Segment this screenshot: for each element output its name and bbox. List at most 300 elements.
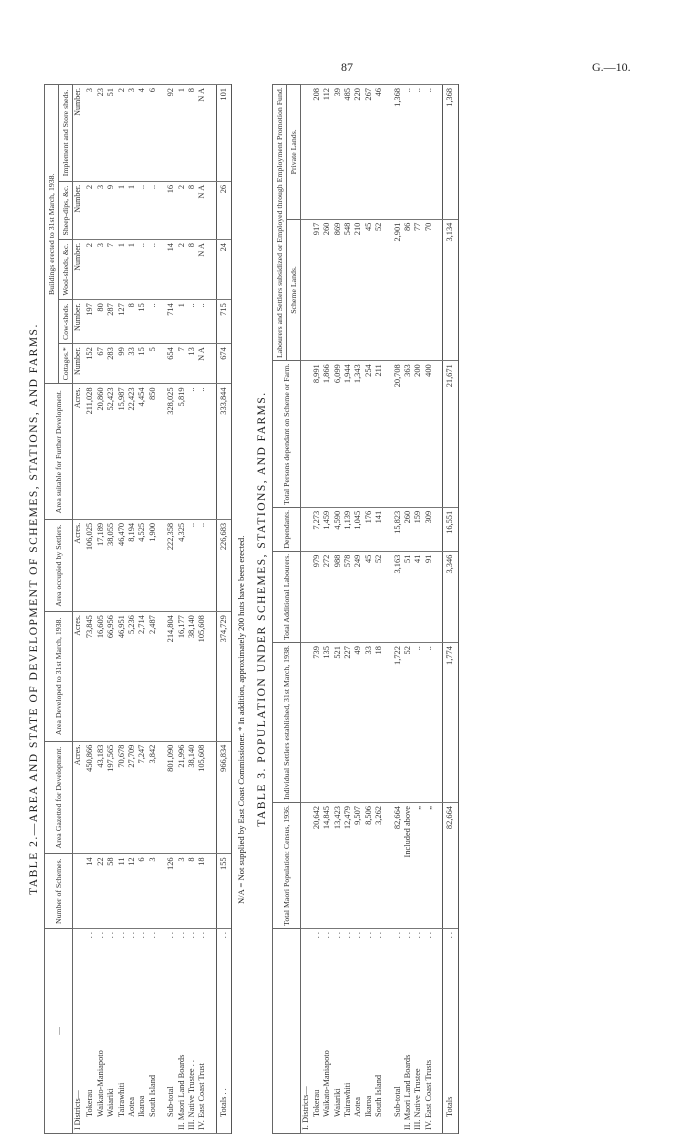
- table-row: [177, 85, 187, 1134]
- row-label: Tokerau: [311, 1089, 321, 1117]
- row-label: III. Native Trustee: [413, 1068, 423, 1130]
- table-cell: 99: [117, 344, 127, 384]
- table-cell: 400: [424, 361, 434, 508]
- table-cell: 41: [413, 551, 423, 642]
- row-leader-dots: . .: [127, 932, 137, 939]
- table3-col-header: Total Additional Labourers.: [273, 551, 301, 642]
- table-cell: 6: [148, 85, 158, 182]
- table-cell: 1,900: [148, 519, 158, 611]
- table2-body: [73, 85, 232, 1134]
- table-cell: 51: [106, 85, 116, 182]
- table3-col-header: Total Maori Population: Census, 1936.: [273, 803, 301, 929]
- table-row: [166, 85, 176, 1134]
- table-cell: 26: [216, 181, 231, 239]
- row-leader-dots: . .: [137, 932, 147, 939]
- table-cell: 578: [343, 551, 353, 642]
- table-cell: 2: [177, 181, 187, 239]
- table-cell: 14,845: [322, 803, 332, 929]
- table-cell: 1: [127, 181, 137, 239]
- row-label-cell: [106, 929, 116, 1134]
- table-cell: 197,565: [106, 741, 116, 854]
- table2-col-header: Cottages.*: [59, 344, 73, 384]
- table-cell: 5,236: [127, 612, 137, 742]
- table-cell: 200: [413, 361, 423, 508]
- table-cell: ..: [413, 643, 423, 803]
- table-cell: 1: [177, 300, 187, 344]
- table-cell: 3,346: [443, 551, 458, 642]
- table-cell: 155: [216, 854, 231, 929]
- empty-cell: [301, 507, 312, 551]
- table-row: [443, 85, 458, 1134]
- table-cell: 4,325: [177, 519, 187, 611]
- table-cell: 86: [403, 219, 413, 361]
- table-cell: 101: [216, 85, 231, 182]
- table-cell: 9,507: [353, 803, 363, 929]
- table-row: [148, 85, 158, 1134]
- table2-col-header: Area suitable for Further Development.: [45, 384, 73, 519]
- table-cell: 58: [106, 854, 116, 929]
- table-cell: 12: [127, 854, 137, 929]
- table-cell: 7: [177, 344, 187, 384]
- row-label: South Island: [374, 1074, 384, 1117]
- row-label-cell: [353, 929, 363, 1134]
- table-cell: 654: [166, 344, 176, 384]
- table-cell: 66,956: [106, 612, 116, 742]
- spacer-cell: [434, 643, 443, 803]
- table-cell: 38,140: [187, 612, 197, 742]
- table-cell: Included above: [403, 803, 413, 929]
- table-cell: 3: [177, 854, 187, 929]
- table-cell: 5,819: [177, 384, 187, 519]
- table-cell: 254: [364, 361, 374, 508]
- table-cell: 1: [117, 181, 127, 239]
- table-cell: 46,470: [117, 519, 127, 611]
- table-cell: 674: [216, 344, 231, 384]
- table-cell: 328,025: [166, 384, 176, 519]
- table2-col-header: Number of Schemes.: [45, 854, 73, 929]
- table-cell: 283: [106, 344, 116, 384]
- spacer-cell: [434, 551, 443, 642]
- spacer-cell: [158, 85, 166, 182]
- table-cell: 45: [364, 219, 374, 361]
- row-leader-dots: . .: [166, 932, 176, 939]
- spacer-cell: [434, 219, 443, 361]
- table2-label-header: —: [45, 929, 73, 1134]
- row-leader-dots: . .: [197, 932, 207, 939]
- table-cell: 8: [187, 181, 197, 239]
- table-cell: 7,273: [312, 507, 322, 551]
- table-cell: 739: [312, 643, 322, 803]
- table-cell: 8,506: [364, 803, 374, 929]
- page-reference: G.—10.: [592, 60, 631, 74]
- row-label: Waiariki: [106, 1088, 116, 1117]
- table-row: [187, 85, 197, 1134]
- row-leader-dots: . .: [353, 932, 363, 939]
- table-cell: 91: [424, 551, 434, 642]
- table-cell: 43,183: [96, 741, 106, 854]
- table-cell: 3,262: [374, 803, 384, 929]
- table-cell: 1: [177, 85, 187, 182]
- row-label: Waikato-Maniapoto: [322, 1050, 332, 1117]
- row-label-cell: [166, 929, 176, 1134]
- table-cell: 52,423: [106, 384, 116, 519]
- table-cell: 106,025: [85, 519, 95, 611]
- row-label-cell: [393, 929, 403, 1134]
- row-label-cell: [96, 929, 106, 1134]
- table-cell: 8: [127, 300, 137, 344]
- section-heading-row: [301, 85, 312, 1134]
- row-label-cell: [117, 929, 127, 1134]
- table-cell: 220: [353, 85, 363, 220]
- spacer-cell: [208, 384, 217, 519]
- table-cell: 45: [364, 551, 374, 642]
- table-cell: 979: [312, 551, 322, 642]
- row-label: II. Maori Land Boards: [402, 1054, 412, 1130]
- spacer-cell: [208, 240, 217, 300]
- units-row: [73, 85, 86, 1134]
- row-leader-dots: . .: [116, 932, 126, 939]
- table3-col-header: Dependants.: [273, 507, 301, 551]
- table-cell: 82,664: [393, 803, 403, 929]
- table-cell: N A: [197, 344, 207, 384]
- table-cell: 267: [364, 85, 374, 220]
- table-row: [106, 85, 116, 1134]
- table-cell: ..: [137, 240, 147, 300]
- table-cell: 1,368: [393, 85, 403, 220]
- table-cell: 208: [312, 85, 322, 220]
- table-cell: N A: [197, 181, 207, 239]
- spacer-cell: [208, 519, 217, 611]
- row-leader-dots: . .: [363, 932, 373, 939]
- row-label-cell: [197, 929, 207, 1134]
- table-cell: ..: [148, 300, 158, 344]
- table2-col-header: Implement and Store sheds.: [59, 85, 73, 182]
- table-cell: 15,823: [393, 507, 403, 551]
- spacer-cell: [208, 181, 217, 239]
- table-cell: 1,368: [443, 85, 458, 220]
- table-cell: 4,590: [333, 507, 343, 551]
- table-cell: 14: [166, 240, 176, 300]
- table2-col-header: Wool-sheds, &c.: [59, 240, 73, 300]
- unit-cell: Acres.: [73, 741, 86, 854]
- table-cell: 222,358: [166, 519, 176, 611]
- row-label-cell: [127, 929, 137, 1134]
- row-label-cell: [177, 929, 187, 1134]
- spacer-cell: [208, 741, 217, 854]
- empty-cell: [301, 643, 312, 803]
- table-cell: 8: [187, 85, 197, 182]
- table-cell: 105,608: [197, 612, 207, 742]
- table-cell: „: [413, 803, 423, 929]
- row-label: Tokerau: [85, 1089, 95, 1117]
- table-cell: 850: [148, 384, 158, 519]
- table-cell: 33: [127, 344, 137, 384]
- spacer-row: [208, 85, 217, 1134]
- table-cell: 17,189: [96, 519, 106, 611]
- table-cell: 249: [353, 551, 363, 642]
- table-cell: N A: [197, 85, 207, 182]
- table-cell: 801,090: [166, 741, 176, 854]
- table-cell: 2: [177, 240, 187, 300]
- spacer-row: [158, 85, 166, 1134]
- table-row: [393, 85, 403, 1134]
- table3-sub-header: Scheme Lands.: [287, 219, 301, 361]
- unit-cell: Number.: [73, 344, 86, 384]
- table-cell: 1: [117, 240, 127, 300]
- unit-cell: Number.: [73, 300, 86, 344]
- empty-cell: [301, 803, 312, 929]
- spacer-cell: [385, 643, 393, 803]
- table-row: [364, 85, 374, 1134]
- row-label-cell: [343, 929, 353, 1134]
- table-cell: 16,551: [443, 507, 458, 551]
- table-cell: 226,683: [216, 519, 231, 611]
- row-label-cell: [424, 929, 434, 1134]
- table-cell: 287: [106, 300, 116, 344]
- unit-cell: [73, 854, 86, 929]
- table-cell: ..: [197, 384, 207, 519]
- empty-cell: [301, 219, 312, 361]
- spacer-cell: [385, 85, 393, 220]
- table-row: [333, 85, 343, 1134]
- table3-col-header: Individual Settlers established, 31st March, 1938.: [273, 643, 301, 803]
- table-cell: ..: [403, 85, 413, 220]
- table-cell: 11: [117, 854, 127, 929]
- table-cell: ..: [197, 300, 207, 344]
- table-cell: 92: [166, 85, 176, 182]
- table-cell: 715: [216, 300, 231, 344]
- unit-cell: Number.: [73, 85, 86, 182]
- table-cell: 3: [148, 854, 158, 929]
- row-label: Waiariki: [332, 1088, 342, 1117]
- table-cell: 309: [424, 507, 434, 551]
- spacer-row: [434, 85, 443, 1134]
- unit-cell: Acres.: [73, 519, 86, 611]
- table-cell: 374,729: [216, 612, 231, 742]
- table-cell: N A: [197, 240, 207, 300]
- table-cell: 16: [166, 181, 176, 239]
- table-cell: ..: [187, 384, 197, 519]
- row-leader-dots: . .: [392, 932, 402, 939]
- table-cell: 135: [322, 643, 332, 803]
- table-cell: 521: [333, 643, 343, 803]
- spacer-cell: [434, 929, 443, 1134]
- table-cell: 176: [364, 507, 374, 551]
- table-cell: 7,247: [137, 741, 147, 854]
- row-leader-dots: . .: [342, 932, 352, 939]
- table2-col-header: Cow-sheds.: [59, 300, 73, 344]
- row-leader-dots: . .: [147, 932, 157, 939]
- table-cell: 227: [343, 643, 353, 803]
- table-cell: 1,045: [353, 507, 363, 551]
- table-row: [312, 85, 322, 1134]
- row-leader-dots: . .: [311, 932, 321, 939]
- table-cell: 21,671: [443, 361, 458, 508]
- spacer-cell: [208, 929, 217, 1134]
- section-heading: I Districts—: [73, 929, 86, 1134]
- table-cell: 38,140: [187, 741, 197, 854]
- table-cell: 112: [322, 85, 332, 220]
- table-row: [137, 85, 147, 1134]
- row-label: IV. East Coast Trusts: [423, 1059, 433, 1130]
- table-cell: 80: [96, 300, 106, 344]
- table-cell: 2: [85, 240, 95, 300]
- table-cell: 260: [322, 219, 332, 361]
- table-cell: 46,951: [117, 612, 127, 742]
- spacer-cell: [158, 300, 166, 344]
- table-cell: 20,860: [96, 384, 106, 519]
- spacer-row: [385, 85, 393, 1134]
- table-cell: 9: [106, 181, 116, 239]
- table-cell: 24: [216, 240, 231, 300]
- spacer-cell: [208, 612, 217, 742]
- row-label-cell: [187, 929, 197, 1134]
- table-row: [322, 85, 332, 1134]
- table-cell: 2,714: [137, 612, 147, 742]
- table-cell: 3,842: [148, 741, 158, 854]
- table-cell: 12,479: [343, 803, 353, 929]
- table-cell: ..: [424, 643, 434, 803]
- table-cell: 6: [137, 854, 147, 929]
- spacer-cell: [158, 854, 166, 929]
- table-cell: 46: [374, 85, 384, 220]
- spacer-cell: [385, 361, 393, 508]
- spacer-cell: [208, 85, 217, 182]
- spacer-cell: [208, 854, 217, 929]
- table-cell: 3: [96, 181, 106, 239]
- empty-cell: [301, 551, 312, 642]
- table-row: [127, 85, 137, 1134]
- table2-col-header: Area Developed to 31st March, 1938.: [45, 612, 73, 742]
- table-cell: 1,866: [322, 361, 332, 508]
- table-row: [403, 85, 413, 1134]
- spacer-cell: [434, 85, 443, 220]
- table-cell: 141: [374, 507, 384, 551]
- table-cell: ..: [137, 181, 147, 239]
- row-label: Totals . .: [218, 1088, 228, 1117]
- table-row: [96, 85, 106, 1134]
- spacer-cell: [385, 507, 393, 551]
- row-label-cell: [443, 929, 458, 1134]
- table-cell: 2: [85, 181, 95, 239]
- table-cell: 20,708: [393, 361, 403, 508]
- row-label-cell: [413, 929, 423, 1134]
- table-cell: 6,099: [333, 361, 343, 508]
- table-cell: 260: [403, 507, 413, 551]
- row-leader-dots: . .: [374, 932, 384, 939]
- table-cell: 5: [148, 344, 158, 384]
- table-cell: ..: [424, 85, 434, 220]
- table-cell: ..: [187, 300, 197, 344]
- section-heading: I. Districts—: [301, 929, 312, 1134]
- table-cell: 105,608: [197, 741, 207, 854]
- row-label: Totals: [445, 1096, 455, 1117]
- table-cell: 67: [96, 344, 106, 384]
- row-leader-dots: . .: [176, 932, 186, 939]
- table-cell: 197: [85, 300, 95, 344]
- table-cell: 210: [353, 219, 363, 361]
- spacer-cell: [434, 803, 443, 929]
- table2-footnote: N/A = Not supplied by East Coast Commissioner. * In addition, approximately 200 huts have been erected.: [236, 535, 247, 904]
- row-label: Aotea: [353, 1097, 363, 1117]
- table-cell: 4: [137, 85, 147, 182]
- table-cell: ..: [187, 519, 197, 611]
- unit-cell: Acres.: [73, 612, 86, 742]
- row-leader-dots: . .: [187, 932, 197, 939]
- row-label: Ikaroa: [137, 1095, 147, 1117]
- row-label: Aotea: [127, 1097, 137, 1117]
- table-cell: 21,996: [177, 741, 187, 854]
- table3-label-header: [273, 929, 301, 1134]
- table-cell: „: [424, 803, 434, 929]
- row-label: III. Native Trustee . .: [187, 1059, 197, 1130]
- table-cell: 16,605: [96, 612, 106, 742]
- spacer-cell: [158, 929, 166, 1134]
- table-cell: 152: [85, 344, 95, 384]
- table-cell: 49: [353, 643, 363, 803]
- table-cell: 22: [96, 854, 106, 929]
- table-cell: 548: [343, 219, 353, 361]
- table-cell: 3: [85, 85, 95, 182]
- table-cell: 38,055: [106, 519, 116, 611]
- table-cell: 1,139: [343, 507, 353, 551]
- spacer-cell: [434, 361, 443, 508]
- table-cell: 1,459: [322, 507, 332, 551]
- table-cell: 214,804: [166, 612, 176, 742]
- table-cell: 18: [374, 643, 384, 803]
- table-cell: 1,722: [393, 643, 403, 803]
- row-leader-dots: . .: [413, 932, 423, 939]
- table-cell: 14: [85, 854, 95, 929]
- row-leader-dots: . .: [106, 932, 116, 939]
- row-label-cell: [374, 929, 384, 1134]
- table-cell: 39: [333, 85, 343, 220]
- table-row: [343, 85, 353, 1134]
- table-cell: 82,664: [443, 803, 458, 929]
- row-label-cell: [216, 929, 231, 1134]
- table-cell: 16,177: [177, 612, 187, 742]
- table-cell: 126: [166, 854, 176, 929]
- table-cell: 4,454: [137, 384, 147, 519]
- table-cell: 1,774: [443, 643, 458, 803]
- table-row: [374, 85, 384, 1134]
- row-label: Waikato-Maniapoto: [95, 1050, 105, 1117]
- table-cell: 15,987: [117, 384, 127, 519]
- table-cell: 8: [187, 240, 197, 300]
- table-cell: ..: [413, 85, 423, 220]
- table-cell: 3: [96, 240, 106, 300]
- row-label: II. Maori Land Boards: [176, 1054, 186, 1130]
- table-cell: 211: [374, 361, 384, 508]
- table-row: [424, 85, 434, 1134]
- table-cell: 988: [333, 551, 343, 642]
- table-cell: ..: [148, 240, 158, 300]
- empty-cell: [301, 361, 312, 508]
- table-cell: 966,834: [216, 741, 231, 854]
- row-label-cell: [322, 929, 332, 1134]
- spacer-cell: [208, 344, 217, 384]
- table-cell: 52: [374, 219, 384, 361]
- table-cell: 51: [403, 551, 413, 642]
- row-label-cell: [364, 929, 374, 1134]
- table-cell: 52: [403, 643, 413, 803]
- row-leader-dots: . .: [332, 932, 342, 939]
- table3-group-header: Labourers and Settlers subsidized or Employed through Employment Promotion Fund.: [273, 85, 287, 361]
- table3-body: [301, 85, 458, 1134]
- rotated-page-content: [28, 84, 678, 1134]
- table2: [44, 84, 232, 1134]
- table-cell: 272: [322, 551, 332, 642]
